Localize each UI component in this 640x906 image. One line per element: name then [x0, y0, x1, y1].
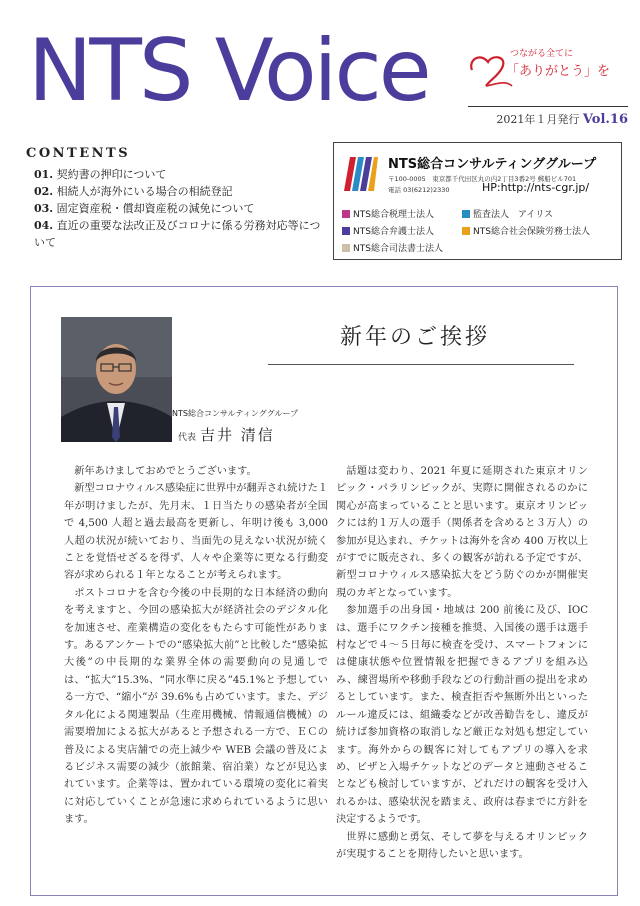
portrait-image [61, 317, 172, 442]
contents-item-text: 契約書の押印について [56, 168, 167, 181]
contents-item-text: 相続人が海外にいる場合の相続登記 [56, 185, 233, 198]
author-organization: NTS総合コンサルティンググループ [172, 409, 299, 418]
member-law [342, 224, 434, 237]
member-audit [462, 207, 553, 220]
author-role: 代表 [178, 433, 197, 443]
article-column-right [336, 463, 588, 863]
masthead-rule [468, 106, 628, 107]
color-square-icon [342, 210, 350, 218]
contents-item-text: 直近の重要な法改正及びコロナに係る労務対応等について [34, 219, 321, 249]
contents-item [34, 200, 324, 217]
member-label: NTS総合司法書士法人 [353, 244, 443, 254]
article-paragraph: 参加選手の出身国・地域は 200 前後に及び、IOC は、選手にワクチン接種を推奨、入国後の選手は選手村などで４～５日毎に検査を受け、スマートフォンには健康状態や位置情報を把握できるアプリを組み込み、練習場所や移動手段などの行動計画の提出を求めるとしています。また、検査拒否や無断外出といったルール違反には、組織委などが改善勧告をし、違反が続けば参加資格の取消しなど厳正な対処も想定しています。海外からの観客に対してもアプリの導入を求め、ビザと入場チケットなどのデータと連動させることなども検討していますが、どれだけの観客を受け入れるかは、感染状況を踏まえ、政府は春までに方針を決定するようです。 [336, 605, 588, 826]
article-paragraph: 話題は変わり、2021 年夏に延期された東京オリンピック・パラリンピックが、実際に開催されるのかに関心が高まっていることと思います。東京オリンピックには約１万人の選手（関係者を含めると３万人）の参加が見込まれ、チケットは海外を含め 400 万枚以上がすでに販売され、多くの観客が訪れる予定ですが、新型コロナウィルス感染拡大をどう防ぐのかが開催実現のカギとなっています。 [336, 466, 588, 599]
member-label: NTS総合弁護士法人 [353, 227, 434, 237]
contents-heading: CONTENTS [26, 146, 131, 161]
contents-item-text: 固定資産税・償却資産税の減免について [56, 202, 255, 215]
member-judicial [342, 241, 443, 254]
issue-info [458, 111, 628, 127]
brand-tagline: つながる全てに [510, 49, 574, 59]
article-paragraph: 新型コロナウィルス感染症に世界中が翻弄され続けた１年が明けましたが、先月末、１日当たりの感染者が全国で 4,500 人超と過去最高を更新し、年明け後も 3,000 人超の状況が続いており、当面先の見えない状況が続くことを覚悟せざるを得ず、人々や企業等に更なる行動変容が求められる１年となることが考えられます。 [64, 483, 328, 582]
color-square-icon [462, 210, 470, 218]
member-label: NTS総合社会保険労務士法人 [473, 227, 590, 237]
author-portrait [61, 317, 172, 442]
contents-item-number: 04. [34, 219, 54, 232]
contents-list [34, 166, 324, 251]
author-line [178, 424, 275, 445]
company-address: 〒100-0005 東京都千代田区丸の内2丁目3番2号 郵船ビル701 [388, 175, 577, 183]
contents-item [34, 166, 324, 183]
article-paragraph: ポストコロナを含む今後の中長期的な日本経済の動向を考えますと、今回の感染拡大が経済社会のデジタル化を加速させ、産業構造の変化をもたらす可能性があります。あるアンケートでの“感染拡大前”と比較した“感染拡大後”の中長期的な業界全体の需要動向の見通しでは、“拡大”15.3%、“同水準に戻る”45.1%と予想している一方で、“縮小”が 39.6%も占めています。また、デジタル化による関連製品（生産用機械、情報通信機械）の需要増加による拡大があると予想される一方で、ＥＣの普及による実店舗での売上減少や WEB 会議の普及によるビジネス需要の減少（旅館業、宿泊業）などが見込まれています。企業等は、置かれている環境の変化に着実に対応していくことが急速に求められているように思います。 [64, 587, 328, 826]
company-info-box [333, 142, 622, 260]
article-paragraph: 新年あけましておめでとうございます。 [74, 466, 257, 477]
brand-mark [466, 44, 626, 92]
company-phone: 電話 03(6212)2330 [388, 186, 450, 194]
title-rule [268, 364, 574, 365]
member-tax [342, 207, 434, 220]
article-title: 新年のご挨拶 [340, 325, 491, 350]
company-url[interactable]: HP:http://nts-cgr.jp/ [482, 181, 590, 194]
contents-item-number: 02. [34, 185, 54, 198]
contents-item [34, 217, 324, 251]
member-labor [462, 224, 590, 237]
contents-item-number: 03. [34, 202, 54, 215]
color-square-icon [342, 244, 350, 252]
contents-item-number: 01. [34, 168, 54, 181]
masthead-title: NTS Voice [28, 21, 429, 121]
article-paragraph: 世界に感動と勇気、そして夢を与えるオリンピックが実現することを期待したいと思います。 [336, 831, 588, 860]
company-logo-icon [342, 153, 378, 193]
company-name: NTS総合コンサルティンググループ [388, 157, 597, 172]
member-label: 監査法人 アイリス [473, 210, 554, 220]
color-square-icon [342, 227, 350, 235]
article-column-left [64, 463, 328, 829]
contents-item [34, 183, 324, 200]
color-square-icon [462, 227, 470, 235]
brand-thanks: 「ありがとう」を [506, 64, 611, 79]
member-label: NTS総合税理士法人 [353, 210, 434, 220]
volume-number: Vol.16 [582, 112, 628, 127]
author-name: 吉井 清信 [200, 426, 275, 444]
issue-date: 2021年１月発行 [496, 113, 580, 126]
